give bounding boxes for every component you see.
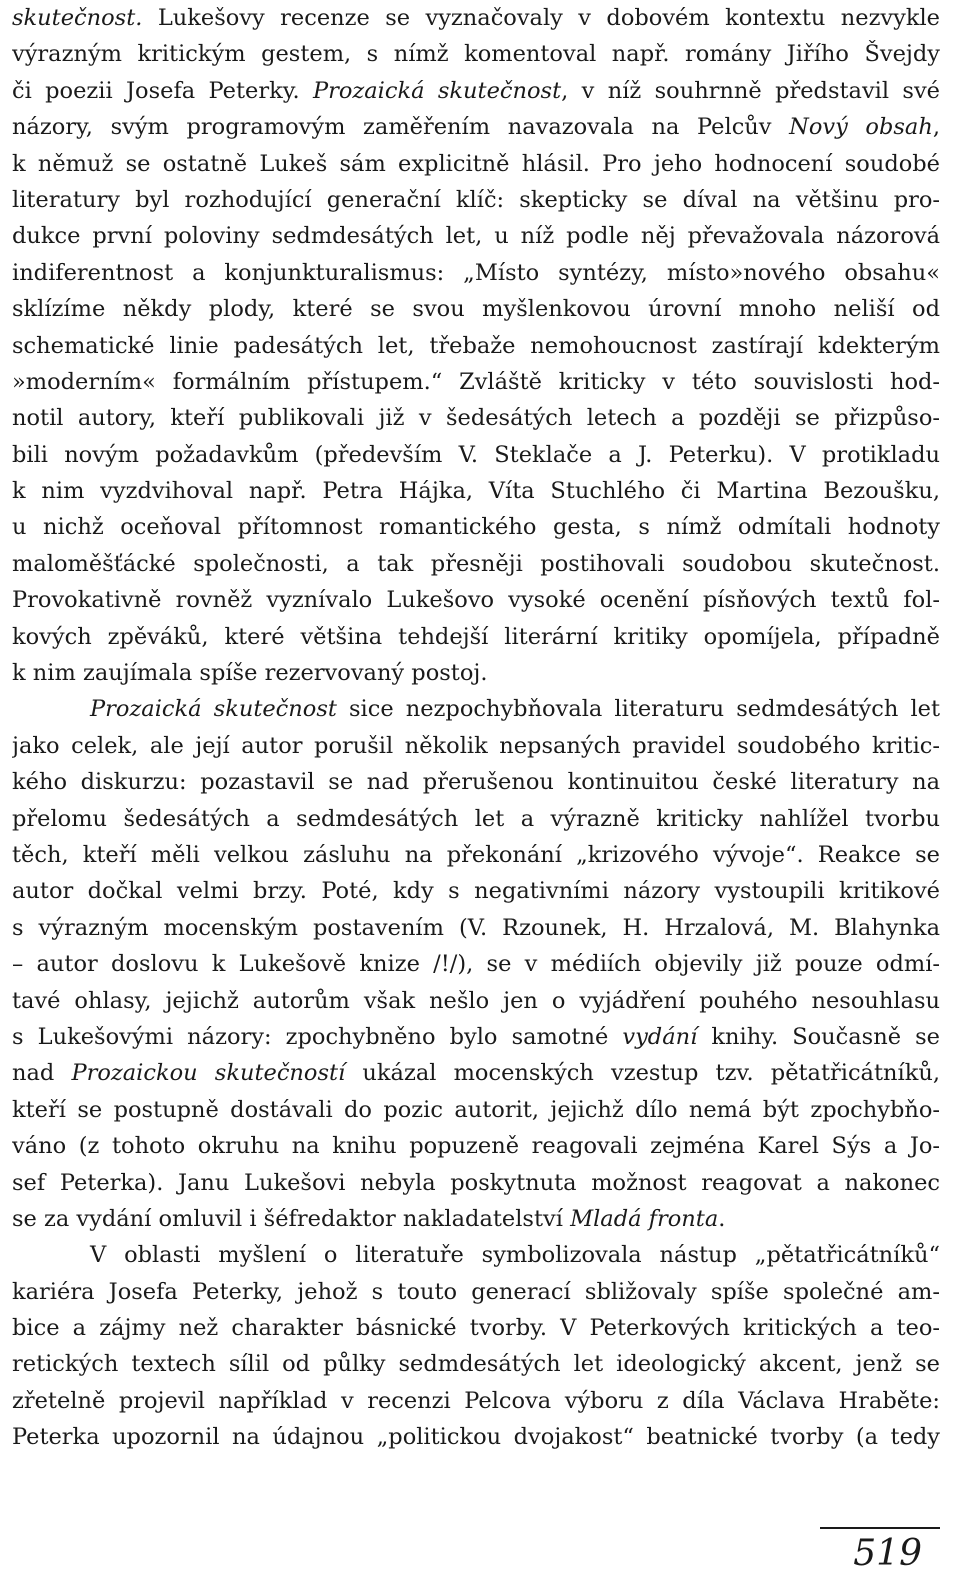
text-run: dukce první poloviny sedmdesátých let, u níž podle něj převažovala názorová xyxy=(12,223,940,250)
text-line xyxy=(12,1383,940,1419)
text-line xyxy=(12,801,940,837)
footer-rule xyxy=(820,1527,940,1529)
text-line xyxy=(12,582,940,618)
text-run: maloměšťácké společnosti, a tak přesněji postihovali soudobou skutečnost. xyxy=(12,550,940,577)
text-line xyxy=(12,655,940,691)
text-run: nad xyxy=(12,1060,72,1087)
text-line xyxy=(12,691,940,727)
text-line xyxy=(12,109,940,145)
text-line xyxy=(12,146,940,182)
text-line xyxy=(12,437,940,473)
text-run: , v níž souhrnně představil své xyxy=(561,77,940,104)
text-run: retických textech sílil od půlky sedmdesátých let ideologický akcent, jenž se xyxy=(12,1351,940,1378)
text-run: výrazným kritickým gestem, s nímž komentoval např. romány Jiřího Švejdy xyxy=(12,41,940,68)
text-run: či poezii Josefa Peterky. xyxy=(12,77,313,104)
text-run: »moderním« formálním přístupem.“ Zvláště kriticky v této souvislosti hod- xyxy=(12,368,940,395)
text-line xyxy=(12,910,940,946)
italic-text: Prozaická skutečnost xyxy=(90,696,337,723)
text-line xyxy=(12,328,940,364)
text-run: se za vydání omluvil i šéfredaktor nakladatelství xyxy=(12,1205,571,1232)
page-number: 519 xyxy=(853,1533,922,1574)
text-line xyxy=(12,946,940,982)
text-run: sice nezpochybňovala literaturu sedmdesátých let xyxy=(336,696,940,723)
text-run: Peterka upozornil na údajnou „politickou dvojakost“ beatnické tvorby (a tedy xyxy=(12,1424,940,1451)
text-run: bili novým požadavkům (především V. Steklače a J. Peterku). V protikladu xyxy=(12,441,940,468)
text-run: , xyxy=(932,114,940,141)
text-run: literatury byl rozhodující generační klíč: skepticky se díval na většinu pro- xyxy=(12,186,940,213)
text-run: V oblasti myšlení o literatuře symbolizovala nástup „pětatřicátníků“ xyxy=(90,1242,940,1269)
text-line xyxy=(12,1274,940,1310)
text-run: názory, svým programovým zaměřením navazovala na Pelcův xyxy=(12,114,790,141)
italic-text: vydání xyxy=(622,1023,698,1050)
text-line xyxy=(12,1092,940,1128)
text-run: k nim zaujímala spíše rezervovaný postoj. xyxy=(12,660,488,687)
text-run: kého diskurzu: pozastavil se nad přerušenou kontinuitou české literatury na xyxy=(12,769,940,796)
text-line xyxy=(12,1419,940,1455)
text-line xyxy=(12,837,940,873)
text-run: Provokativně rovněž vyznívalo Lukešovo vysoké ocenění písňových textů fol- xyxy=(12,587,940,614)
text-run: autor dočkal velmi brzy. Poté, kdy s negativními názory vystoupili kritikové xyxy=(12,878,940,905)
text-line xyxy=(12,0,940,36)
text-run: knihy. Současně se xyxy=(697,1023,940,1050)
text-run: sklízíme někdy plody, které se svou myšlenkovou úrovní mnoho neliší od xyxy=(12,296,940,323)
text-run: schematické linie padesátých let, třebaže nemohoucnost zastírají kdekterým xyxy=(12,332,940,359)
text-line xyxy=(12,1201,940,1237)
text-line xyxy=(12,473,940,509)
text-line xyxy=(12,291,940,327)
text-run: kových zpěváků, které většina tehdejší literární kritiky opomíjela, případně xyxy=(12,623,940,650)
text-run: přelomu šedesátých a sedmdesátých let a výrazně kriticky nahlížel tvorbu xyxy=(12,805,940,832)
text-run: . xyxy=(718,1205,726,1232)
body-text xyxy=(12,0,940,1456)
text-run: kteří se postupně dostávali do pozic autorit, jejichž dílo nemá být zpochybňo- xyxy=(12,1096,940,1123)
text-run: jako celek, ale její autor porušil několik nepsaných pravidel soudobého kritic- xyxy=(12,732,940,759)
italic-text: Mladá fronta xyxy=(570,1205,719,1232)
text-line xyxy=(12,873,940,909)
italic-text: Prozaická skutečnost xyxy=(312,77,562,104)
text-line xyxy=(12,509,940,545)
text-line xyxy=(12,1128,940,1164)
text-run: Lukešovy recenze se vyznačovaly v dobovém kontextu nezvykle xyxy=(142,5,940,31)
text-run: indiferentnost a konjunkturalismus: „Místo syntézy, místo»nového obsahu« xyxy=(12,259,940,286)
text-line xyxy=(12,619,940,655)
text-line xyxy=(12,364,940,400)
text-line xyxy=(12,1237,940,1273)
text-line xyxy=(12,218,940,254)
text-line xyxy=(12,400,940,436)
text-run: tavé ohlasy, jejichž autorům však nešlo jen o vyjádření pouhého nesouhlasu xyxy=(12,987,940,1014)
text-run: k nim vyzdvihoval např. Petra Hájka, Víta Stuchlého či Martina Bezoušku, xyxy=(12,478,940,505)
text-run: těch, kteří měli velkou zásluhu na překonání „krizového vývoje“. Reakce se xyxy=(12,841,940,868)
text-run: k němuž se ostatně Lukeš sám explicitně hlásil. Pro jeho hodnocení soudobé xyxy=(12,150,940,177)
text-line xyxy=(12,983,940,1019)
text-line xyxy=(12,255,940,291)
text-run: s Lukešovými názory: zpochybněno bylo samotné xyxy=(12,1023,623,1050)
text-line xyxy=(12,73,940,109)
text-line xyxy=(12,1055,940,1091)
text-run: u nichž oceňoval přítomnost romantického gesta, s nímž odmítali hodnoty xyxy=(12,514,940,541)
text-line xyxy=(12,1346,940,1382)
text-run: kariéra Josefa Peterky, jehož s touto generací sbližovaly spíše společné am- xyxy=(12,1278,940,1305)
text-run: ukázal mocenských vzestup tzv. pětatřicátníků, xyxy=(345,1060,940,1087)
text-run: zřetelně projevil například v recenzi Pelcova výboru z díla Václava Hraběte: xyxy=(12,1387,940,1414)
text-line xyxy=(12,1165,940,1201)
text-line xyxy=(12,182,940,218)
text-line xyxy=(12,1019,940,1055)
text-line xyxy=(12,36,940,72)
text-run: váno (z tohoto okruhu na knihu popuzeně reagovali zejména Karel Sýs a Jo- xyxy=(12,1133,940,1160)
text-run: – autor doslovu k Lukešově knize /!/), se v médiích objevily již pouze odmí- xyxy=(12,951,940,978)
text-run: s výrazným mocenským postavením (V. Rzounek, H. Hrzalová, M. Blahynka xyxy=(12,914,940,941)
text-line xyxy=(12,764,940,800)
text-line xyxy=(12,1310,940,1346)
italic-text: skutečnost. xyxy=(12,5,143,31)
text-run: bice a zájmy než charakter básnické tvorby. V Peterkových kritických a teo- xyxy=(12,1315,940,1342)
italic-text: Prozaickou skutečností xyxy=(71,1060,346,1087)
text-line xyxy=(12,728,940,764)
italic-text: Nový obsah xyxy=(789,114,933,141)
text-line xyxy=(12,546,940,582)
text-run: notil autory, kteří publikovali již v šedesátých letech a později se přizpůso- xyxy=(12,405,940,432)
text-run: sef Peterka). Janu Lukešovi nebyla poskytnuta možnost reagovat a nakonec xyxy=(12,1169,940,1196)
